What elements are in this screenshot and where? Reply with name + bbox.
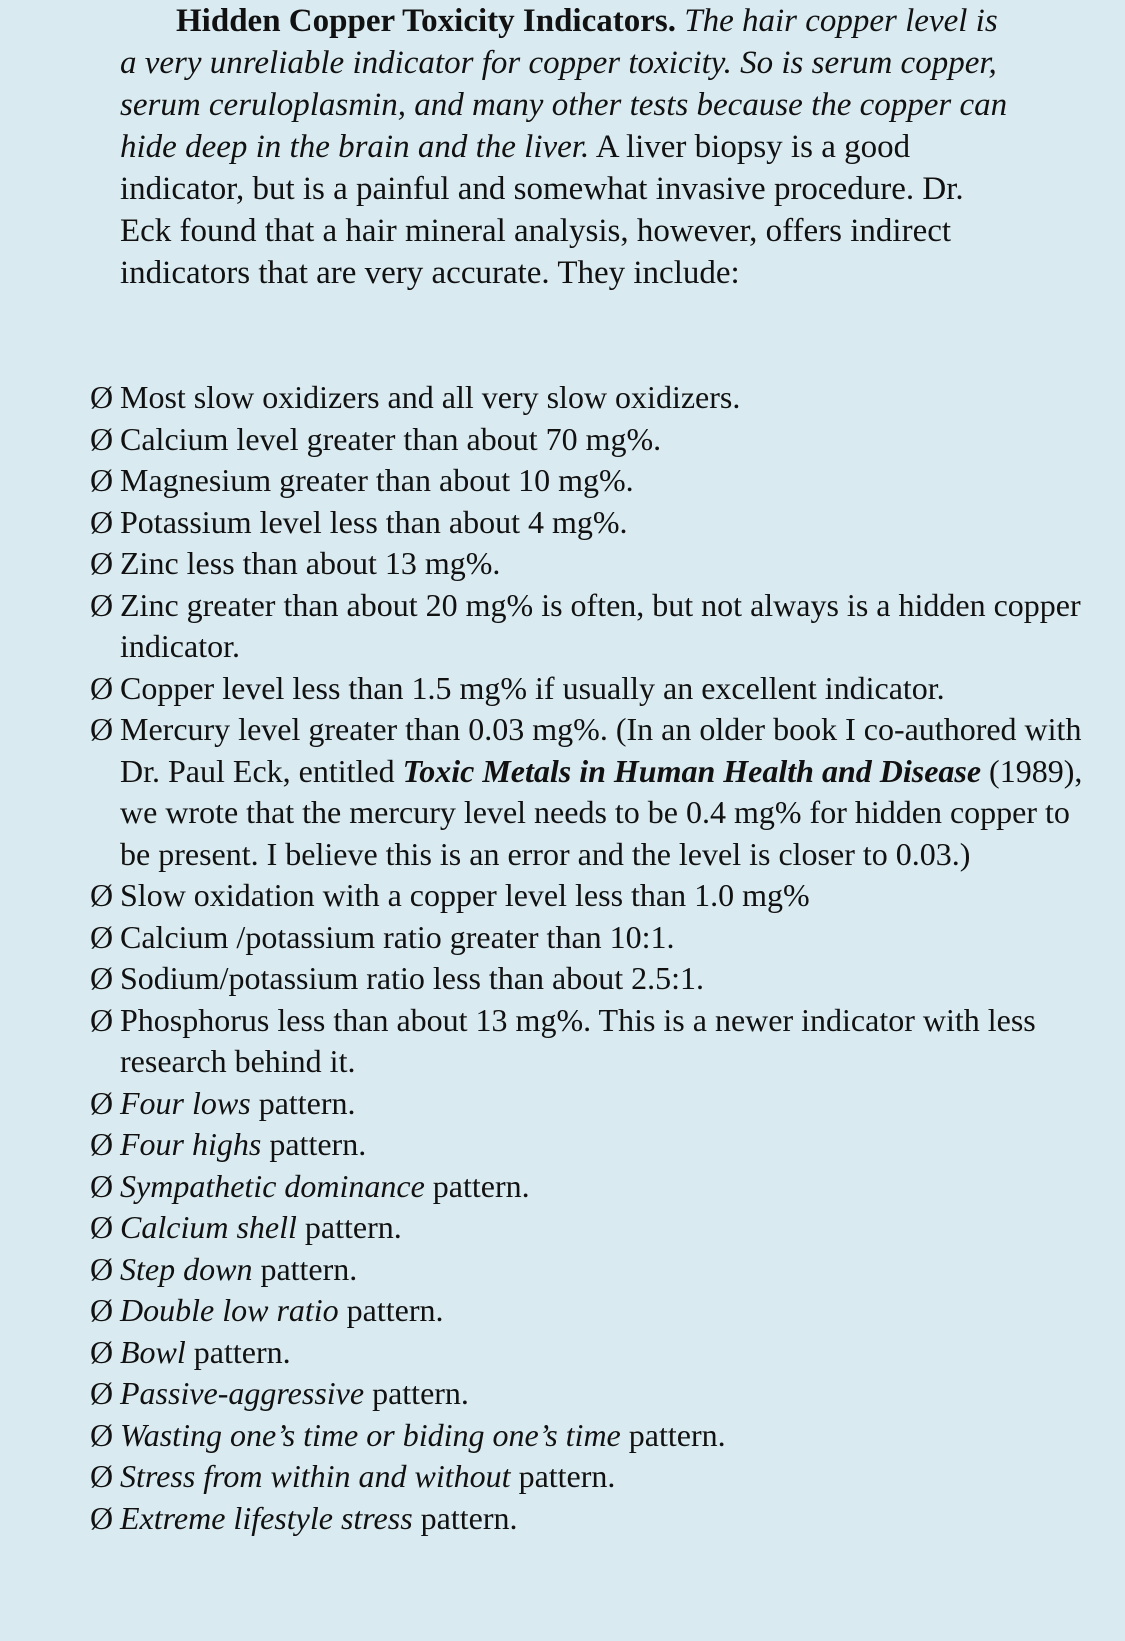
list-item	[90, 460, 1100, 502]
list-item	[90, 958, 1100, 1000]
book-title: Toxic Metals in Human Health and Disease	[402, 752, 982, 789]
pattern-suffix: pattern.	[260, 1250, 358, 1287]
pattern-list-item	[90, 1207, 1100, 1249]
pattern-suffix: pattern.	[432, 1167, 530, 1204]
list-item-text: Magnesium greater than about 10 mg%.	[120, 462, 634, 498]
bullet-marker-icon: Ø	[90, 586, 114, 623]
pattern-list-item	[90, 1249, 1100, 1291]
list-item	[90, 709, 1100, 875]
pattern-list-item	[90, 1415, 1100, 1457]
pattern-suffix: pattern.	[518, 1458, 616, 1494]
intro-body-text: A liver biopsy is a good indicator, but is a painful and somewhat invasive procedure. Dr. Eck found that a hair mineral analysis, however, offers indirect indicators that are very accurate. They include:	[120, 129, 964, 291]
bullet-marker-icon: Ø	[90, 1292, 114, 1328]
bullet-marker-icon: Ø	[90, 462, 114, 498]
pattern-name: Sympathetic dominance	[120, 1167, 425, 1204]
bullet-marker-icon: Ø	[90, 960, 114, 996]
bullet-marker-icon: Ø	[90, 1333, 114, 1370]
list-item-text: Potassium level less than about 4 mg%.	[120, 503, 628, 540]
list-item-text: Most slow oxidizers and all very slow oxidizers.	[120, 379, 741, 415]
pattern-list-item	[90, 1332, 1100, 1374]
list-item-text: Phosphorus less than about 13 mg%. This is a newer indicator with less research behind it.	[120, 1001, 1036, 1079]
list-item-text: Copper level less than 1.5 mg% if usually an excellent indicator.	[120, 669, 945, 706]
list-item-text: Calcium level greater than about 70 mg%.	[120, 420, 662, 457]
pattern-suffix: pattern.	[372, 1375, 469, 1411]
section-heading: Hidden Copper Toxicity Indicators.	[176, 3, 676, 39]
list-item	[90, 1000, 1100, 1083]
pattern-suffix: pattern.	[193, 1333, 291, 1370]
pattern-name: Passive-aggressive	[120, 1375, 365, 1411]
intro-paragraph	[120, 0, 1020, 294]
pattern-name: Four highs	[120, 1126, 262, 1162]
pattern-suffix: pattern.	[304, 1209, 402, 1245]
pattern-list-item	[90, 1373, 1100, 1415]
list-item-text: Slow oxidation with a copper level less than 1.0 mg%	[120, 877, 810, 913]
list-item-text: Zinc less than about 13 mg%.	[120, 545, 501, 581]
pattern-name: Extreme lifestyle stress	[120, 1499, 413, 1536]
pattern-suffix: pattern.	[628, 1416, 726, 1453]
pattern-name: Four lows	[120, 1084, 251, 1121]
bullet-marker-icon: Ø	[90, 1126, 114, 1162]
pattern-name: Wasting one’s time or biding one’s time	[120, 1416, 621, 1453]
bullet-marker-icon: Ø	[90, 669, 114, 706]
bullet-marker-icon: Ø	[90, 503, 114, 540]
bullet-marker-icon: Ø	[90, 1167, 114, 1204]
list-item	[90, 502, 1100, 544]
list-item-text: Sodium/potassium ratio less than about 2.5:1.	[120, 960, 704, 996]
bullet-marker-icon: Ø	[90, 1375, 114, 1411]
list-item	[90, 875, 1100, 917]
bullet-marker-icon: Ø	[90, 877, 114, 913]
pattern-name: Bowl	[120, 1333, 186, 1370]
pattern-suffix: pattern.	[258, 1084, 356, 1121]
pattern-name: Stress from within and without	[120, 1458, 511, 1494]
list-item	[90, 419, 1100, 461]
bullet-marker-icon: Ø	[90, 1250, 114, 1287]
pattern-list-item	[90, 1166, 1100, 1208]
pattern-list-item	[90, 1124, 1100, 1166]
pattern-list-item	[90, 1083, 1100, 1125]
pattern-list-item	[90, 1456, 1100, 1498]
bullet-marker-icon: Ø	[90, 711, 114, 747]
bullet-marker-icon: Ø	[90, 1209, 114, 1245]
list-item	[90, 543, 1100, 585]
bullet-marker-icon: Ø	[90, 918, 114, 955]
list-item-text: Calcium /potassium ratio greater than 10:1.	[120, 918, 675, 955]
list-item	[90, 585, 1100, 668]
pattern-name: Calcium shell	[120, 1209, 297, 1245]
bullet-marker-icon: Ø	[90, 1458, 114, 1494]
list-item	[90, 917, 1100, 959]
bullet-marker-icon: Ø	[90, 545, 114, 581]
bullet-marker-icon: Ø	[90, 1084, 114, 1121]
intro-italic-text: The hair copper level is a very unreliable indicator for copper toxicity. So is serum copper, serum ceruloplasmin, and many other tests because the copper can hide deep in the brain and the liver.	[120, 3, 1008, 165]
pattern-suffix: pattern.	[269, 1126, 367, 1162]
bullet-marker-icon: Ø	[90, 1499, 114, 1536]
bullet-marker-icon: Ø	[90, 379, 114, 415]
indicator-list	[90, 377, 1100, 1539]
pattern-name: Step down	[120, 1250, 253, 1287]
pattern-list-item	[90, 1290, 1100, 1332]
list-item-text: Zinc greater than about 20 mg% is often, but not always is a hidden copper indicator.	[120, 586, 1081, 664]
intro-first-line	[120, 0, 1020, 294]
bullet-marker-icon: Ø	[90, 1416, 114, 1453]
bullet-marker-icon: Ø	[90, 1001, 114, 1038]
list-item	[90, 668, 1100, 710]
bullet-marker-icon: Ø	[90, 420, 114, 457]
pattern-name: Double low ratio	[120, 1292, 339, 1328]
pattern-suffix: pattern.	[346, 1292, 444, 1328]
list-item-text: (1989), we wrote that the mercury level needs to be 0.4 mg% for hidden copper to be present. I believe this is an error and the level is closer to 0.03.)	[120, 752, 1083, 872]
pattern-list-item	[90, 1498, 1100, 1540]
list-item-text: Mercury level greater than 0.03 mg%. (In an older book I co-authored with Dr. Paul Eck, entitled	[120, 711, 1082, 789]
list-item	[90, 377, 1100, 419]
pattern-suffix: pattern.	[420, 1499, 518, 1536]
